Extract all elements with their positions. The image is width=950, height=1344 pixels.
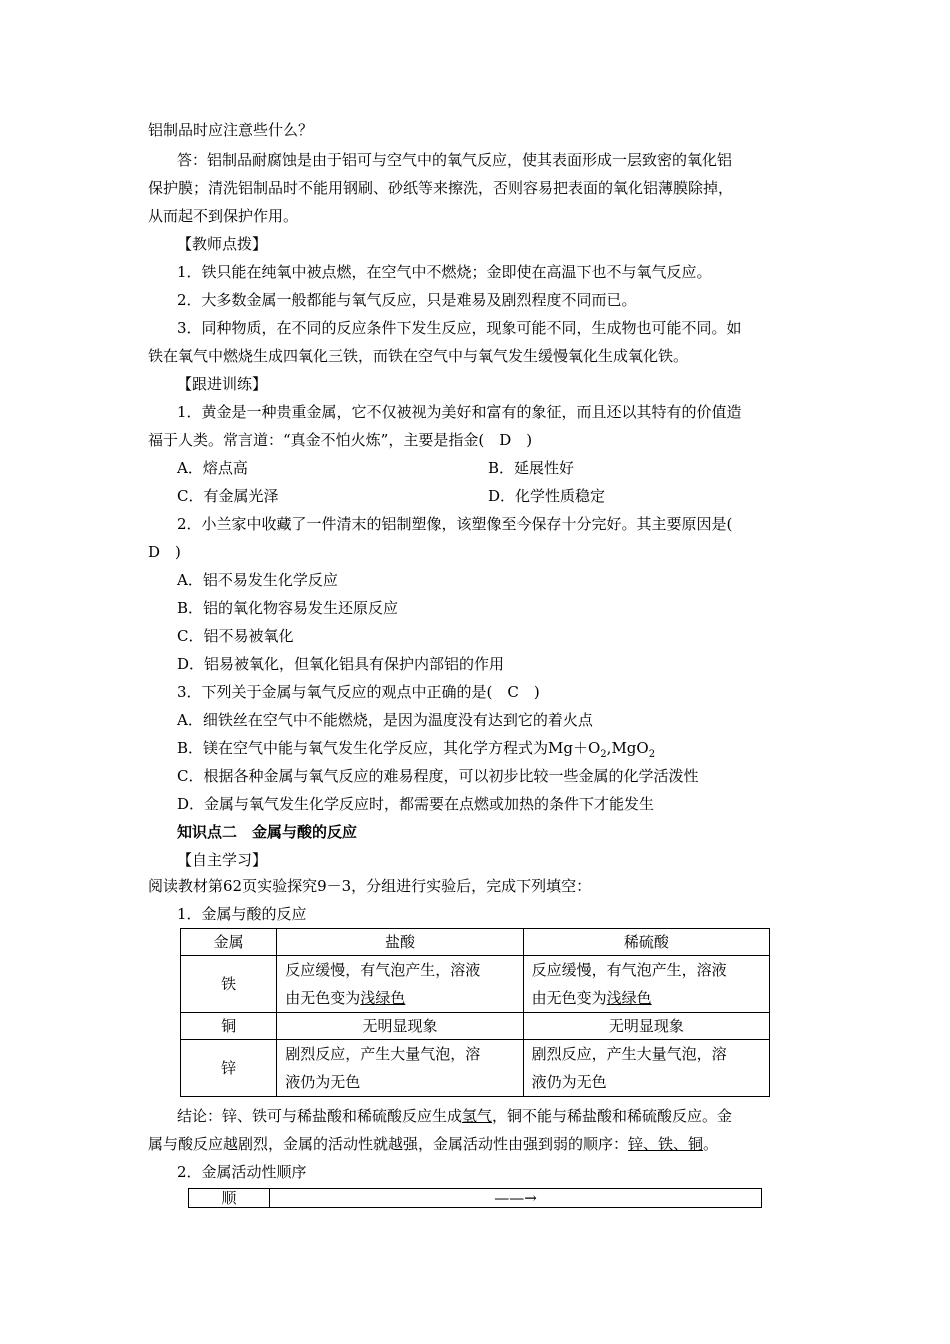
conclusion-text: 属与酸反应越剧烈，金属的活动性就越强，金属活动性由强到弱的顺序： — [148, 1135, 629, 1153]
intro-question-tail: 铝制品时应注意些什么？ — [148, 121, 314, 139]
conclusion-line-1 — [177, 1106, 732, 1126]
cell-h2so4 — [523, 956, 769, 1013]
teacher-heading: 【教师点拨】 — [177, 235, 268, 253]
teacher-point-1: 1．铁只能在纯氧中被点燃，在空气中不燃烧；金即使在高温下也不与氧气反应。 — [177, 263, 712, 281]
conclusion-text: 。 — [703, 1135, 719, 1153]
answer-fill: 锌、铁、铜 — [628, 1135, 704, 1153]
answer-fill: 浅绿色 — [606, 989, 652, 1007]
q1-option-c: C．有金属光泽 — [177, 487, 279, 505]
q2-option-b: B．铝的氧化物容易发生还原反应 — [177, 599, 399, 617]
self-study-heading: 【自主学习】 — [177, 851, 268, 869]
conclusion-text: 结论：锌、铁可与稀盐酸和稀硫酸反应生成 — [177, 1107, 463, 1125]
metal-acid-table — [180, 928, 770, 1097]
question-1-line-2: 福于人类。常言道：“真金不怕火炼”，主要是指金( D ) — [148, 431, 533, 449]
cell-text: 由无色变为 — [531, 989, 607, 1007]
cell-text: 液仍为无色 — [285, 1073, 361, 1091]
table-row — [181, 1040, 770, 1097]
subscript: 2 — [600, 749, 607, 760]
q1-option-b: B．延展性好 — [488, 459, 575, 477]
teacher-point-3-line-2: 铁在氧气中燃烧生成四氧化三铁，而铁在空气中与氧气发生缓慢氧化生成氧化铁。 — [148, 347, 689, 365]
cell-text: 剧烈反应，产生大量气泡，溶 — [531, 1045, 727, 1063]
q2-option-c: C．铝不易被氧化 — [177, 627, 294, 645]
cell-h2so4 — [523, 1040, 769, 1097]
cell-h2so4: 无明显现象 — [523, 1013, 769, 1040]
cell-hcl: 无明显现象 — [277, 1013, 523, 1040]
cell-metal: 铁 — [181, 956, 277, 1013]
table-row — [181, 1013, 770, 1040]
conclusion-line-2 — [148, 1134, 718, 1154]
question-2-line-1: 2．小兰家中收藏了一件清末的铝制塑像，该塑像至今保存十分完好。其主要原因是( — [177, 515, 733, 533]
order-label-cell: 顺 — [189, 1189, 270, 1208]
q2-option-d: D．铝易被氧化，但氧化铝具有保护内部铝的作用 — [177, 655, 505, 673]
item-2-heading: 2．金属活动性顺序 — [177, 1163, 307, 1181]
cell-text: 液仍为无色 — [531, 1073, 607, 1091]
teacher-point-3-line-1: 3．同种物质，在不同的反应条件下发生反应，现象可能不同，生成物也可能不同。如 — [177, 319, 742, 337]
answer-fill: 氢气 — [462, 1107, 493, 1125]
order-arrow-cell: ——→ — [270, 1189, 762, 1208]
question-1-line-1: 1．黄金是一种贵重金属，它不仅被视为美好和富有的象征，而且还以其特有的价值造 — [177, 403, 742, 421]
item-1-heading: 1．金属与酸的反应 — [177, 905, 307, 923]
q3-option-b-text: B．镁在空气中能与氧气发生化学反应，其化学方程式为Mg＋O — [177, 739, 601, 757]
table-row — [189, 1189, 762, 1208]
header-hcl: 盐酸 — [277, 929, 523, 956]
subscript: 2 — [648, 749, 656, 760]
table-row — [181, 956, 770, 1013]
header-h2so4: 稀硫酸 — [523, 929, 769, 956]
activity-order-table — [188, 1188, 762, 1208]
teacher-point-2: 2．大多数金属一般都能与氧气反应，只是难易及剧烈程度不同而已。 — [177, 291, 637, 309]
conclusion-text: ，铜不能与稀盐酸和稀硫酸反应。金 — [492, 1107, 733, 1125]
question-2-line-2: D ) — [148, 543, 181, 561]
cell-hcl — [277, 1040, 523, 1097]
practice-heading: 【跟进训练】 — [177, 375, 268, 393]
answer-line-3: 从而起不到保护作用。 — [148, 207, 299, 225]
answer-line-1: 答：铝制品耐腐蚀是由于铝可与空气中的氧气反应，使其表面形成一层致密的氧化铝 — [177, 151, 733, 169]
q3-option-a: A．细铁丝在空气中不能燃烧，是因为温度没有达到它的着火点 — [177, 711, 593, 729]
cell-metal: 锌 — [181, 1040, 277, 1097]
cell-metal: 铜 — [181, 1013, 277, 1040]
table-header-row — [181, 929, 770, 956]
header-metal: 金属 — [181, 929, 277, 956]
answer-fill: 浅绿色 — [360, 989, 406, 1007]
q2-option-a: A．铝不易发生化学反应 — [177, 571, 338, 589]
q1-option-d: D．化学性质稳定 — [488, 487, 606, 505]
answer-line-2: 保护膜；清洗铝制品时不能用钢刷、砂纸等来擦洗，否则容易把表面的氧化铝薄膜除掉， — [148, 179, 734, 197]
q1-option-a: A．熔点高 — [177, 459, 248, 477]
cell-text: 反应缓慢，有气泡产生，溶液 — [285, 961, 481, 979]
section-title: 知识点二 金属与酸的反应 — [177, 823, 358, 841]
q3-option-b-product: ,MgO — [606, 739, 649, 757]
question-3: 3．下列关于金属与氧气反应的观点中正确的是( C ) — [177, 683, 540, 701]
q3-option-c: C．根据各种金属与氧气反应的难易程度，可以初步比较一些金属的化学活泼性 — [177, 767, 699, 785]
q3-option-b — [177, 738, 655, 765]
cell-text: 由无色变为 — [285, 989, 361, 1007]
q3-option-d: D．金属与氧气发生化学反应时，都需要在点燃或加热的条件下才能发生 — [177, 795, 655, 813]
cell-text: 剧烈反应，产生大量气泡，溶 — [285, 1045, 481, 1063]
cell-hcl — [277, 956, 523, 1013]
cell-text: 反应缓慢，有气泡产生，溶液 — [531, 961, 727, 979]
reading-instruction: 阅读教材第62页实验探究9－3，分组进行实验后，完成下列填空： — [148, 877, 592, 895]
